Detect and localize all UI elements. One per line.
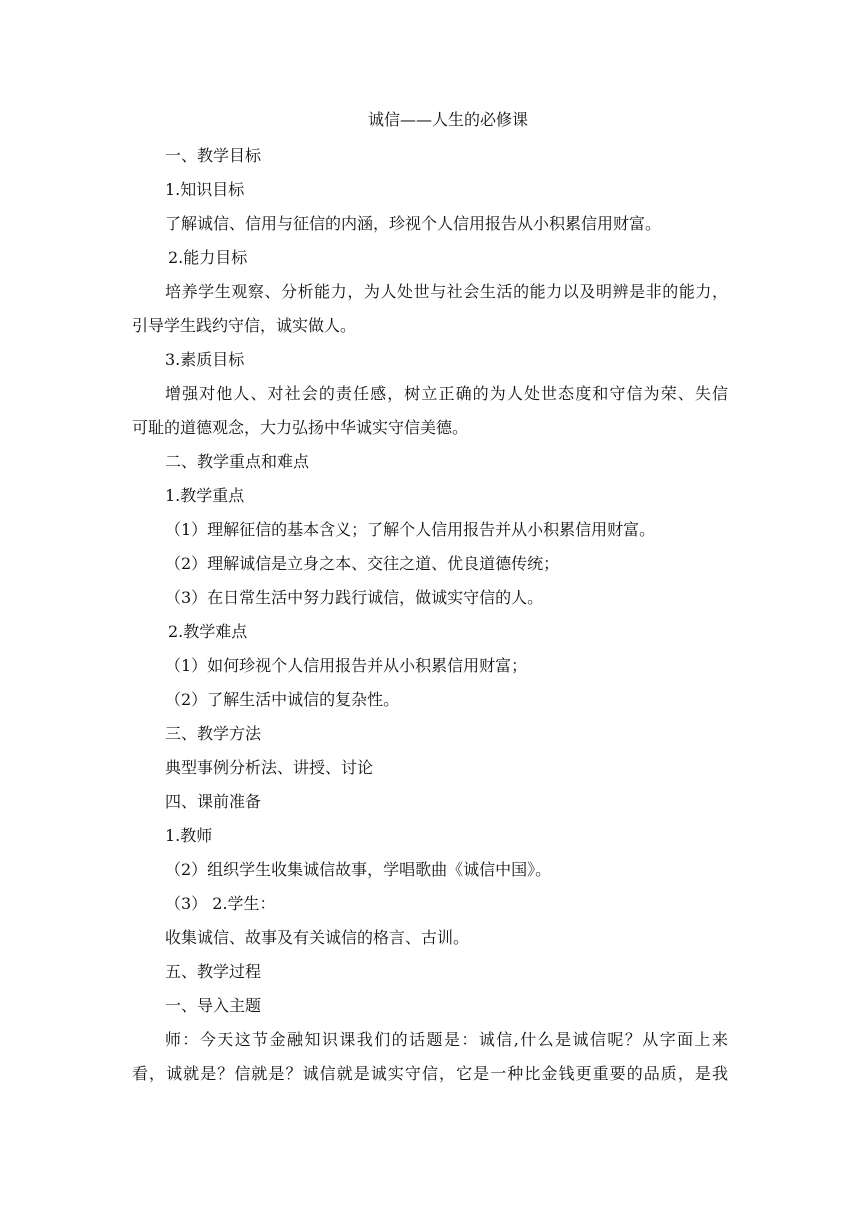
section-heading-key-points: 二、教学重点和难点	[165, 452, 310, 471]
teacher-prep-item: （2）组织学生收集诚信故事，学唱歌曲《诚信中国》。	[165, 860, 552, 879]
section-heading-preparation: 四、课前准备	[165, 792, 262, 811]
subheading-quality-goal: 3.素质目标	[165, 350, 245, 369]
section-heading-methods: 三、教学方法	[165, 724, 262, 743]
subheading-teaching-focus: 1.教学重点	[165, 486, 245, 505]
section-heading-process: 五、教学过程	[165, 962, 262, 981]
focus-item-1: （1）理解征信的基本含义；了解个人信用报告并从小积累信用财富。	[165, 520, 656, 539]
subheading-teacher: 1.教师	[165, 826, 213, 845]
introduction-text-line-1: 师：今天这节金融知识课我们的话题是：诚信,什么是诚信呢？从字面上来	[165, 1030, 728, 1049]
ability-goal-text-line-1: 培养学生观察、分析能力，为人处世与社会生活的能力以及明辨是非的能力，	[165, 282, 728, 301]
subheading-knowledge-goal: 1.知识目标	[165, 180, 245, 199]
focus-item-2: （2）理解诚信是立身之本、交往之道、优良道德传统；	[165, 554, 560, 573]
subheading-ability-goal: 2.能力目标	[168, 248, 248, 267]
difficulty-item-2: （2）了解生活中诚信的复杂性。	[165, 690, 400, 709]
ability-goal-text-line-2: 引导学生践约守信，诚实做人。	[132, 316, 357, 335]
subheading-introduction: 一、导入主题	[165, 996, 262, 1015]
student-prep-text: 收集诚信、故事及有关诚信的格言、古训。	[165, 928, 470, 947]
knowledge-goal-text: 了解诚信、信用与征信的内涵，珍视个人信用报告从小积累信用财富。	[165, 214, 662, 233]
section-heading-objectives: 一、教学目标	[165, 146, 262, 165]
difficulty-item-1: （1）如何珍视个人信用报告并从小积累信用财富；	[165, 656, 528, 675]
document-title: 诚信——人生的必修课	[367, 110, 528, 129]
quality-goal-text-line-2: 可耻的道德观念，大力弘扬中华诚实守信美德。	[132, 418, 469, 437]
quality-goal-text-line-1: 增强对他人、对社会的责任感，树立正确的为人处世态度和守信为荣、失信	[165, 384, 728, 403]
methods-text: 典型事例分析法、讲授、讨论	[165, 758, 374, 777]
introduction-text-line-2: 看，诚就是？信就是？诚信就是诚实守信，它是一种比金钱更重要的品质，是我	[132, 1064, 728, 1083]
subheading-teaching-difficulty: 2.教学难点	[168, 622, 248, 641]
focus-item-3: （3）在日常生活中努力践行诚信，做诚实守信的人。	[165, 588, 544, 607]
student-prep-heading: （3） 2.学生：	[165, 894, 276, 913]
